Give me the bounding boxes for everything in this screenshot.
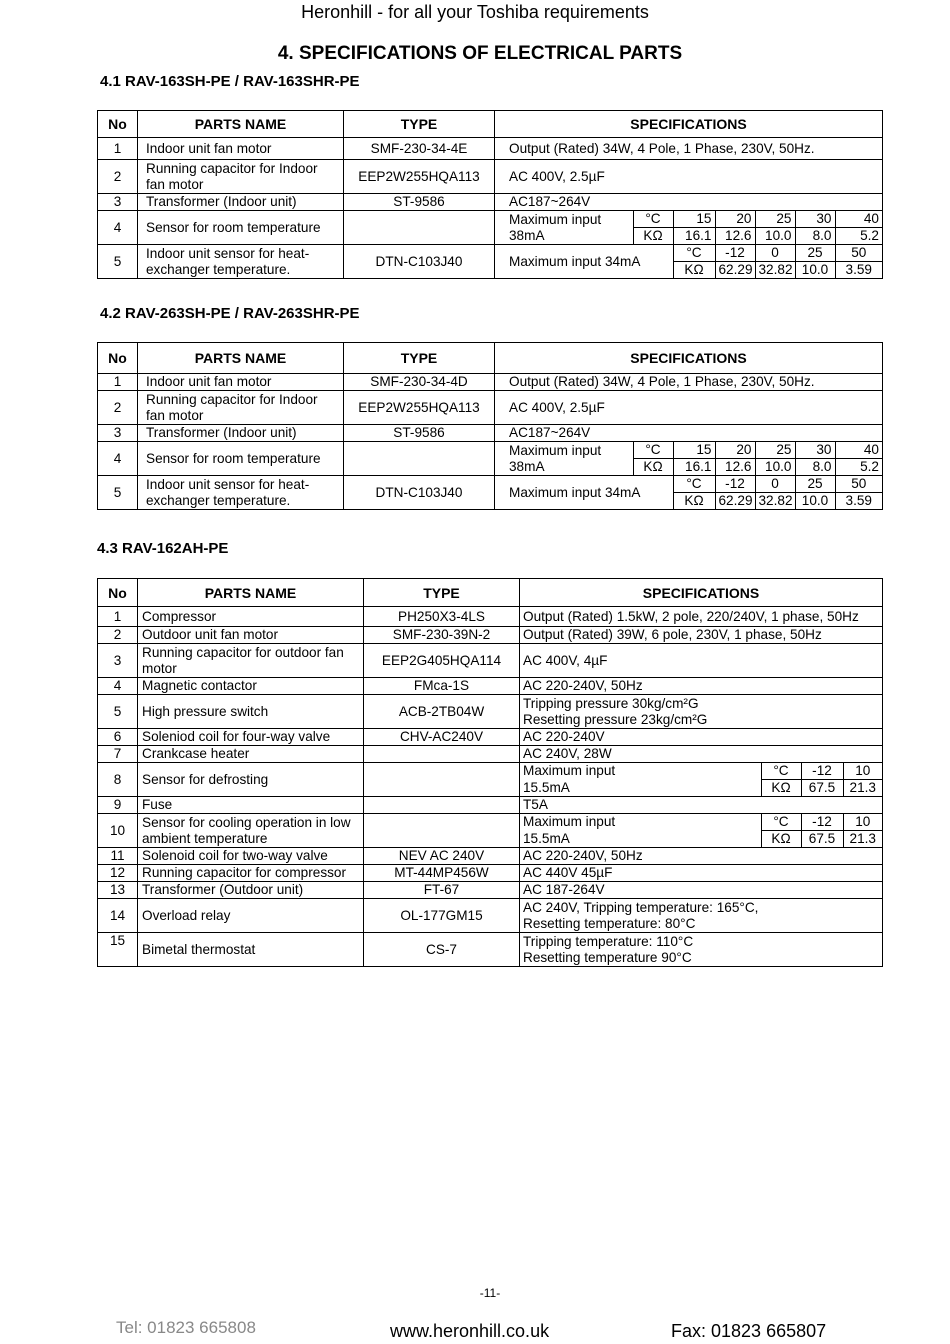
temp-value: -12: [715, 245, 755, 262]
spec-line: Tripping temperature: 110°C: [523, 933, 694, 949]
resistance-value: 3.59: [835, 262, 882, 279]
row-spec: AC187~264V: [495, 425, 883, 442]
temp-value: 25: [795, 245, 835, 262]
row-spec: T5A: [520, 797, 883, 814]
resistance-value: 10.0: [755, 228, 795, 245]
row-type: EEP2G405HQA114: [364, 644, 520, 678]
temp-value: 15: [673, 442, 715, 459]
row-part-name: Running capacitor for compressor: [138, 865, 364, 882]
resistance-value: 8.0: [795, 459, 835, 476]
row-no: 13: [98, 882, 138, 899]
row-spec: [520, 814, 883, 848]
row-part-name: Transformer (Indoor unit): [138, 425, 344, 442]
section-title-4-3: 4.3 RAV-162AH-PE: [97, 540, 229, 557]
table-row: [98, 245, 883, 279]
row-no: 10: [98, 814, 138, 848]
row-part-name: Compressor: [138, 607, 364, 627]
unit-celsius: °C: [633, 211, 673, 228]
row-part-name: Running capacitor for Indoor fan motor: [138, 391, 344, 425]
unit-celsius: °C: [673, 245, 715, 262]
table-row: [98, 746, 883, 763]
resistance-value: 3.59: [835, 493, 882, 510]
footer-website: www.heronhill.co.uk: [390, 1321, 550, 1341]
spec-max-input: Maximum input 38mA: [509, 442, 602, 474]
resistance-value: 10.0: [795, 493, 835, 510]
unit-kohm: KΩ: [673, 493, 715, 510]
footer-fax: Fax: 01823 665807: [671, 1321, 827, 1341]
row-no: 2: [98, 391, 138, 425]
row-type: [344, 211, 495, 245]
row-type: FMca-1S: [364, 678, 520, 695]
temp-value: 40: [835, 211, 882, 228]
row-no: 9: [98, 797, 138, 814]
row-spec: [520, 763, 883, 797]
footer-tel: Tel: 01823 665808: [116, 1318, 256, 1337]
row-part-name: Sensor for room temperature: [138, 442, 344, 476]
row-no: 3: [98, 425, 138, 442]
spec-max-input: 15.5mA: [523, 779, 570, 795]
unit-kohm: KΩ: [633, 228, 673, 245]
table-row: [98, 374, 883, 391]
row-no: 1: [98, 374, 138, 391]
row-no: 8: [98, 763, 138, 797]
row-part-name: Overload relay: [138, 899, 364, 933]
spec-line: Tripping pressure 30kg/cm²G: [523, 695, 699, 711]
unit-kohm: KΩ: [633, 459, 673, 476]
table-row: [98, 607, 883, 627]
row-no: 3: [98, 644, 138, 678]
row-spec: Output (Rated) 1.5kW, 2 pole, 220/240V, 1 phase, 50Hz: [520, 607, 883, 627]
row-type: ACB-2TB04W: [364, 695, 520, 729]
row-type: OL-177GM15: [364, 899, 520, 933]
row-part-name: Sensor for cooling operation in low ambient temperature: [138, 814, 364, 848]
col-header-spec: SPECIFICATIONS: [495, 343, 883, 374]
row-type: DTN-C103J40: [344, 476, 495, 510]
resistance-value: 67.5: [801, 831, 843, 848]
row-no: 4: [98, 211, 138, 245]
resistance-value: 10.0: [795, 262, 835, 279]
table-row: [98, 194, 883, 211]
resistance-value: 21.3: [843, 780, 882, 797]
row-no: 7: [98, 746, 138, 763]
row-part-name: Sensor for defrosting: [138, 763, 364, 797]
temp-value: 15: [673, 211, 715, 228]
resistance-value: 12.6: [715, 459, 755, 476]
col-header-type: TYPE: [364, 579, 520, 607]
resistance-value: 8.0: [795, 228, 835, 245]
table-row: [98, 729, 883, 746]
row-spec: [520, 695, 883, 729]
temp-value: 0: [755, 476, 795, 493]
row-spec: AC 440V 45µF: [520, 865, 883, 882]
table-row: [98, 644, 883, 678]
table-row: [98, 797, 883, 814]
row-type: SMF-230-39N-2: [364, 627, 520, 644]
row-spec: AC 220-240V: [520, 729, 883, 746]
row-part-name: Bimetal thermostat: [138, 933, 364, 967]
temp-value: 40: [835, 442, 882, 459]
row-type: [364, 746, 520, 763]
row-spec: AC 400V, 2.5µF: [495, 391, 883, 425]
row-no: 5: [98, 476, 138, 510]
row-type: [364, 763, 520, 797]
temp-value: -12: [715, 476, 755, 493]
row-no: 11: [98, 848, 138, 865]
row-part-name: Running capacitor for Indoor fan motor: [138, 160, 344, 194]
row-spec: [495, 245, 883, 279]
resistance-value: 5.2: [835, 228, 882, 245]
row-no: 1: [98, 607, 138, 627]
table-row: [98, 848, 883, 865]
header-banner: Heronhill - for all your Toshiba requirements: [301, 2, 649, 22]
table-row: [98, 211, 883, 245]
row-part-name: Solenoid coil for two-way valve: [138, 848, 364, 865]
row-spec: [520, 899, 883, 933]
row-type: [344, 442, 495, 476]
resistance-value: 67.5: [801, 780, 843, 797]
temp-value: -12: [801, 814, 843, 831]
row-no: 4: [98, 678, 138, 695]
row-spec: [495, 476, 883, 510]
table-row: [98, 814, 883, 848]
row-spec: Output (Rated) 39W, 6 pole, 230V, 1 phase, 50Hz: [520, 627, 883, 644]
section-title-4-1: 4.1 RAV-163SH-PE / RAV-163SHR-PE: [100, 73, 360, 90]
row-spec: AC 400V, 4µF: [520, 644, 883, 678]
temp-value: 10: [843, 763, 882, 780]
row-no: 12: [98, 865, 138, 882]
row-part-name: Indoor unit fan motor: [138, 138, 344, 160]
row-type: CS-7: [364, 933, 520, 967]
unit-celsius: °C: [633, 442, 673, 459]
resistance-value: 16.1: [673, 228, 715, 245]
row-no: 2: [98, 627, 138, 644]
spec-line: Resetting temperature: 80°C: [523, 915, 696, 931]
spec-max-input: Maximum input 38mA: [509, 211, 602, 243]
row-no: 5: [98, 695, 138, 729]
row-part-name: High pressure switch: [138, 695, 364, 729]
col-header-no: No: [98, 343, 138, 374]
row-type: SMF-230-34-4D: [344, 374, 495, 391]
table-row: [98, 425, 883, 442]
col-header-no: No: [98, 579, 138, 607]
resistance-value: 21.3: [843, 831, 882, 848]
table-row: [98, 442, 883, 476]
row-no: 2: [98, 160, 138, 194]
row-type: EEP2W255HQA113: [344, 391, 495, 425]
unit-celsius: °C: [761, 814, 801, 831]
table-row: [98, 695, 883, 729]
row-part-name: Indoor unit fan motor: [138, 374, 344, 391]
row-part-name: Crankcase heater: [138, 746, 364, 763]
row-no: 4: [98, 442, 138, 476]
unit-kohm: KΩ: [761, 831, 801, 848]
unit-kohm: KΩ: [761, 780, 801, 797]
row-type: DTN-C103J40: [344, 245, 495, 279]
unit-celsius: °C: [761, 763, 801, 780]
unit-celsius: °C: [673, 476, 715, 493]
row-part-name: Indoor unit sensor for heat-exchanger temperature.: [138, 476, 344, 510]
spec-line: Resetting pressure 23kg/cm²G: [523, 711, 708, 727]
spec-line: AC 240V, Tripping temperature: 165°C,: [523, 899, 759, 915]
row-no: 15: [98, 933, 138, 967]
unit-kohm: KΩ: [673, 262, 715, 279]
temp-value: 10: [843, 814, 882, 831]
row-type: SMF-230-34-4E: [344, 138, 495, 160]
row-type: EEP2W255HQA113: [344, 160, 495, 194]
col-header-spec: SPECIFICATIONS: [520, 579, 883, 607]
table-row: [98, 160, 883, 194]
row-type: CHV-AC240V: [364, 729, 520, 746]
row-no: 6: [98, 729, 138, 746]
page-number: -11-: [479, 1286, 501, 1300]
row-type: NEV AC 240V: [364, 848, 520, 865]
table-row: [98, 678, 883, 695]
temp-value: 25: [795, 476, 835, 493]
spec-max-input: 15.5mA: [523, 830, 570, 846]
temp-value: 20: [715, 211, 755, 228]
row-type: ST-9586: [344, 425, 495, 442]
table-row: [98, 391, 883, 425]
row-type: [364, 814, 520, 848]
row-type: [364, 797, 520, 814]
temp-value: 50: [835, 476, 882, 493]
resistance-value: 32.82: [755, 493, 795, 510]
temp-value: 30: [795, 211, 835, 228]
table-row: [98, 865, 883, 882]
col-header-parts: PARTS NAME: [138, 111, 344, 138]
table-row: [98, 476, 883, 510]
temp-value: 50: [835, 245, 882, 262]
spec-max-input: Maximum input 34mA: [509, 253, 641, 269]
temp-value: 25: [755, 442, 795, 459]
row-part-name: Sensor for room temperature: [138, 211, 344, 245]
col-header-type: TYPE: [344, 343, 495, 374]
row-spec: Output (Rated) 34W, 4 Pole, 1 Phase, 230V, 50Hz.: [495, 374, 883, 391]
section-title-4-2: 4.2 RAV-263SH-PE / RAV-263SHR-PE: [100, 305, 360, 322]
col-header-no: No: [98, 111, 138, 138]
spec-max-input: Maximum input: [523, 814, 616, 830]
row-no: 14: [98, 899, 138, 933]
row-spec: AC 220-240V, 50Hz: [520, 848, 883, 865]
temp-value: 25: [755, 211, 795, 228]
row-part-name: Soleniod coil for four-way valve: [138, 729, 364, 746]
spec-max-input: Maximum input: [523, 763, 616, 779]
spec-max-input: Maximum input 34mA: [509, 484, 641, 500]
resistance-value: 5.2: [835, 459, 882, 476]
resistance-value: 10.0: [755, 459, 795, 476]
page-title: 4. SPECIFICATIONS OF ELECTRICAL PARTS: [277, 43, 683, 64]
table-row: [98, 138, 883, 160]
row-spec: [495, 211, 883, 245]
row-type: PH250X3-4LS: [364, 607, 520, 627]
resistance-value: 62.29: [715, 262, 755, 279]
row-part-name: Magnetic contactor: [138, 678, 364, 695]
row-spec: AC 400V, 2.5µF: [495, 160, 883, 194]
row-spec: AC 187-264V: [520, 882, 883, 899]
temp-value: 30: [795, 442, 835, 459]
specs-table-4-1: [97, 110, 883, 279]
table-row: [98, 933, 883, 967]
row-part-name: Transformer (Indoor unit): [138, 194, 344, 211]
row-no: 3: [98, 194, 138, 211]
row-part-name: Outdoor unit fan motor: [138, 627, 364, 644]
col-header-type: TYPE: [344, 111, 495, 138]
temp-value: 20: [715, 442, 755, 459]
row-type: ST-9586: [344, 194, 495, 211]
row-part-name: Indoor unit sensor for heat-exchanger temperature.: [138, 245, 344, 279]
table-row: [98, 627, 883, 644]
table-row: [98, 882, 883, 899]
row-spec: [520, 933, 883, 967]
col-header-spec: SPECIFICATIONS: [495, 111, 883, 138]
specs-table-4-3: [97, 578, 883, 967]
spec-line: Resetting temperature 90°C: [523, 949, 692, 965]
row-spec: Output (Rated) 34W, 4 Pole, 1 Phase, 230V, 50Hz.: [495, 138, 883, 160]
table-row: [98, 763, 883, 797]
resistance-value: 12.6: [715, 228, 755, 245]
table-row: [98, 899, 883, 933]
temp-value: 0: [755, 245, 795, 262]
row-type: FT-67: [364, 882, 520, 899]
row-spec: AC 240V, 28W: [520, 746, 883, 763]
row-spec: AC187~264V: [495, 194, 883, 211]
row-no: 1: [98, 138, 138, 160]
row-part-name: Transformer (Outdoor unit): [138, 882, 364, 899]
resistance-value: 62.29: [715, 493, 755, 510]
row-spec: [495, 442, 883, 476]
row-no: 5: [98, 245, 138, 279]
col-header-parts: PARTS NAME: [138, 343, 344, 374]
row-type: MT-44MP456W: [364, 865, 520, 882]
col-header-parts: PARTS NAME: [138, 579, 364, 607]
row-spec: AC 220-240V, 50Hz: [520, 678, 883, 695]
resistance-value: 32.82: [755, 262, 795, 279]
row-part-name: Running capacitor for outdoor fan motor: [138, 644, 364, 678]
specs-table-4-2: [97, 342, 883, 510]
resistance-value: 16.1: [673, 459, 715, 476]
row-part-name: Fuse: [138, 797, 364, 814]
temp-value: -12: [801, 763, 843, 780]
